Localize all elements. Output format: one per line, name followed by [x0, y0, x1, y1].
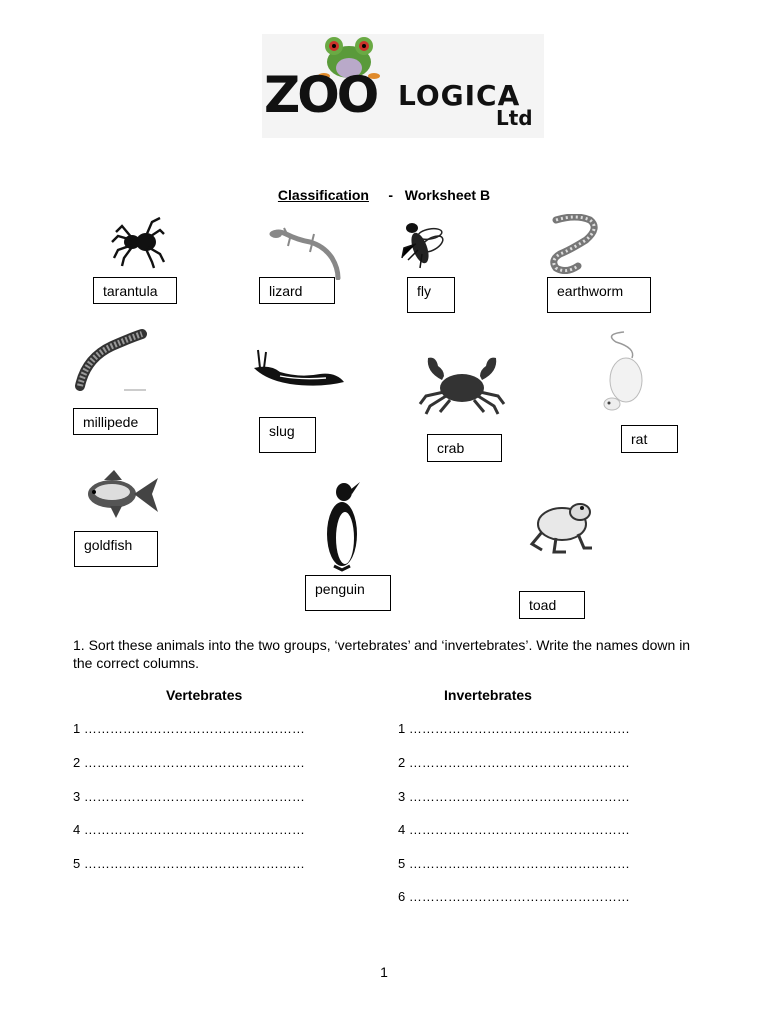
label-crab: crab	[427, 434, 502, 462]
label-fly: fly	[407, 277, 455, 313]
invertebrates-line-5[interactable]: 5 ……………………………………………	[398, 856, 630, 871]
title-worksheet: Worksheet B	[404, 187, 491, 203]
label-rat: rat	[621, 425, 678, 453]
vertebrates-heading: Vertebrates	[166, 687, 243, 703]
invertebrates-line-2[interactable]: 2 ……………………………………………	[398, 755, 630, 770]
zoologica-logo	[262, 34, 544, 138]
label-goldfish: goldfish	[74, 531, 158, 567]
title-classification: Classification	[277, 187, 369, 203]
logo-ltd-text: Ltd	[496, 106, 533, 130]
label-millipede: millipede	[73, 408, 158, 435]
logo-zoo-text: ZOO	[264, 66, 377, 124]
label-earthworm: earthworm	[547, 277, 651, 313]
invertebrates-line-6[interactable]: 6 ……………………………………………	[398, 889, 630, 904]
millipede-icon	[72, 328, 150, 394]
vertebrates-line-4[interactable]: 4 ……………………………………………	[73, 822, 305, 837]
toad-icon	[526, 494, 596, 556]
label-penguin: penguin	[305, 575, 391, 611]
logo-logica-text: LOGICA	[398, 79, 521, 112]
fly-icon	[398, 214, 450, 270]
invertebrates-line-1[interactable]: 1 ……………………………………………	[398, 721, 630, 736]
slug-icon	[250, 346, 346, 390]
invertebrates-line-4[interactable]: 4 ……………………………………………	[398, 822, 630, 837]
vertebrates-line-1[interactable]: 1 ……………………………………………	[73, 721, 305, 736]
spider-icon	[110, 214, 166, 270]
vertebrates-line-5[interactable]: 5 ……………………………………………	[73, 856, 305, 871]
vertebrates-line-3[interactable]: 3 ……………………………………………	[73, 789, 305, 804]
label-toad: toad	[519, 591, 585, 619]
crab-icon	[416, 352, 508, 418]
label-lizard: lizard	[259, 277, 335, 304]
penguin-icon	[322, 478, 362, 572]
question-1: 1. Sort these animals into the two groups, ‘vertebrates’ and ‘invertebrates’. Write the names down in the correct columns.	[73, 637, 691, 671]
invertebrates-line-3[interactable]: 3 ……………………………………………	[398, 789, 630, 804]
title-separator: -	[388, 187, 394, 203]
fish-icon	[82, 468, 160, 520]
vertebrates-line-2[interactable]: 2 ……………………………………………	[73, 755, 305, 770]
invertebrates-heading: Invertebrates	[444, 687, 532, 703]
label-slug: slug	[259, 417, 316, 453]
label-tarantula: tarantula	[93, 277, 177, 304]
lizard-icon	[268, 224, 342, 280]
worksheet-title	[0, 187, 768, 203]
page-number: 1	[380, 964, 388, 980]
worm-icon	[546, 214, 602, 274]
rat-icon	[596, 328, 652, 414]
